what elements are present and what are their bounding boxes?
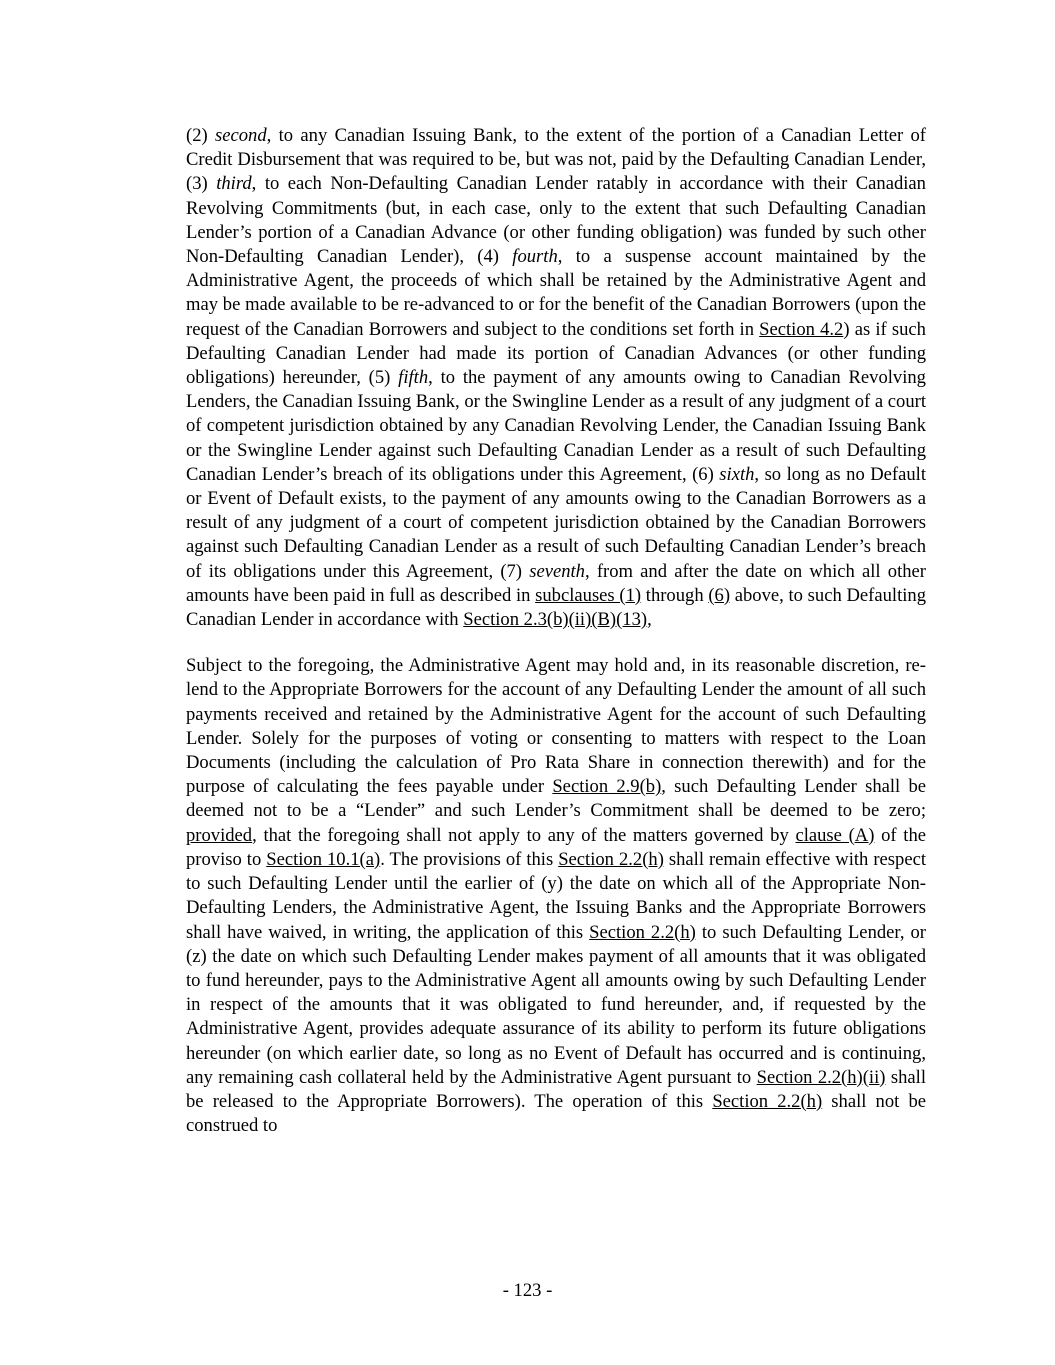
paragraph-waterfall [186,124,926,632]
text-run: shall be released to the Appropriate Borrowers). The operation of this [186,1066,926,1112]
text-run: shall not be construed to [186,1090,927,1137]
text-run: , to the payment of any amounts owing to Canadian Revolving Lenders, the Canadian Issuing Bank, or the Swingline Lender as a result of any judgment of a court of competent jurisdiction obtained by any Canadian Revolving Lender, the Canadian Issuing Bank or the Swingline Lender against such Defaulting Canadian Lender as a result of such Defaulting Canadian Lender’s breach of its obligations under this Agreement, (6) [186,367,926,485]
page-number: - 123 - [502,1280,553,1301]
ordinal-fourth: fourth [512,246,558,268]
ordinal-fifth: fifth [398,367,429,389]
ordinal-sixth: sixth [719,463,755,485]
text-run: ) as if such Defaulting Canadian Lender had made its portion of Canadian Advances (or other funding obligations) hereunder, (5) [186,318,926,389]
section-reference: Section 2.2(h) [558,848,664,870]
text-run: , that the foregoing shall not apply to any of the matters governed by [252,824,796,846]
provided-term: provided [186,824,253,846]
clause-reference: clause (A) [795,824,875,846]
text-run: Subject to the foregoing, the Administrative Agent may hold and, in its reasonable discretion, re-lend to the Appropriate Borrowers for the account of any Defaulting Lender the amount of all such payments received and retained by the Administrative Agent for the account of such Defaulting Lender. Solely for the purposes of voting or consenting to matters with respect to the Loan Documents (including the calculation of Pro Rata Share in connection therewith) and for the purpose of calculating the fees payable under [186,655,926,798]
text-run: , such Defaulting Lender shall be deemed not to be a “Lender” and such Lender’s Commitment shall be deemed to be zero; [186,776,926,822]
text-run: . The provisions of this [380,848,559,870]
paragraph-relend [186,654,926,1138]
section-reference: Section 2.9(b) [552,776,662,798]
ordinal-seventh: seventh [529,560,585,582]
text-run: , so long as no Default or Event of Default exists, to the payment of any amounts owing to the Canadian Borrowers as a result of any judgment of a court of competent jurisdiction obtained by the Canadian Borrowers against such Defaulting Canadian Lender as a result of such Defaulting Canadian Lender’s breach of its obligations under this Agreement, (7) [186,463,926,582]
ordinal-second: second [215,125,267,146]
text-run: above, to such Defaulting Canadian Lender in accordance with [186,584,926,631]
subclause-reference: (6) [708,584,731,606]
section-reference: Section 2.2(h) [712,1090,823,1112]
text-run: , [647,609,652,631]
section-reference: Section 2.2(h) [589,921,696,943]
text-run: , to each Non-Defaulting Canadian Lender ratably in accordance with their Canadian Revolving Commitments (but, in each case, only to the extent that such Defaulting Canadian Lender’s portion of a Canadian Advance (or other funding obligation) was funded by such other Non-Defaulting Canadian Lender), (4) [186,173,926,268]
text-run: , from and after the date on which all other amounts have been paid in full as described in [186,560,926,606]
text-run: (2) [186,125,216,146]
text-run: through [641,584,709,606]
section-reference: Section 2.2(h)(ii) [756,1066,886,1088]
text-run: , to any Canadian Issuing Bank, to the extent of the portion of a Canadian Letter of Credit Disbursement that was required to be, but was not, paid by the Defaulting Canadian Lender, (3) [186,125,926,195]
section-reference: Section 10.1(a) [266,848,381,870]
text-run: to such Defaulting Lender, or (z) the date on which such Defaulting Lender makes payment of all amounts that it was obligated to fund hereunder, pays to the Administrative Agent all amounts owing by such Defaulting Lender in respect of the amounts that it was obligated to fund hereunder, and, if requested by the Administrative Agent, provides adequate assurance of its ability to perform its future obligations hereunder (on which earlier date, so long as no Event of Default has occurred and is continuing, any remaining cash collateral held by the Administrative Agent pursuant to [186,921,927,1088]
text-run: , to a suspense account maintained by the Administrative Agent, the proceeds of which shall be retained by the Administrative Agent and may be made available to be re-advanced to or for the benefit of the Canadian Borrowers (upon the request of the Canadian Borrowers and subject to the conditions set forth in [186,246,926,340]
section-reference: Section 2.3(b)(ii)(B)(13) [463,609,648,631]
text-run: of the proviso to [186,824,926,870]
body-text [186,124,926,1138]
text-run: shall remain effective with respect to such Defaulting Lender until the earlier of (y) the date on which all of the Appropriate Non-Defaulting Lenders, the Administrative Agent, the Issuing Banks and the Appropriate Borrowers shall have waived, in writing, the application of this [186,848,926,943]
subclause-reference: subclauses (1) [535,584,642,606]
section-reference: Section 4.2 [759,318,844,340]
ordinal-third: third [216,173,252,195]
